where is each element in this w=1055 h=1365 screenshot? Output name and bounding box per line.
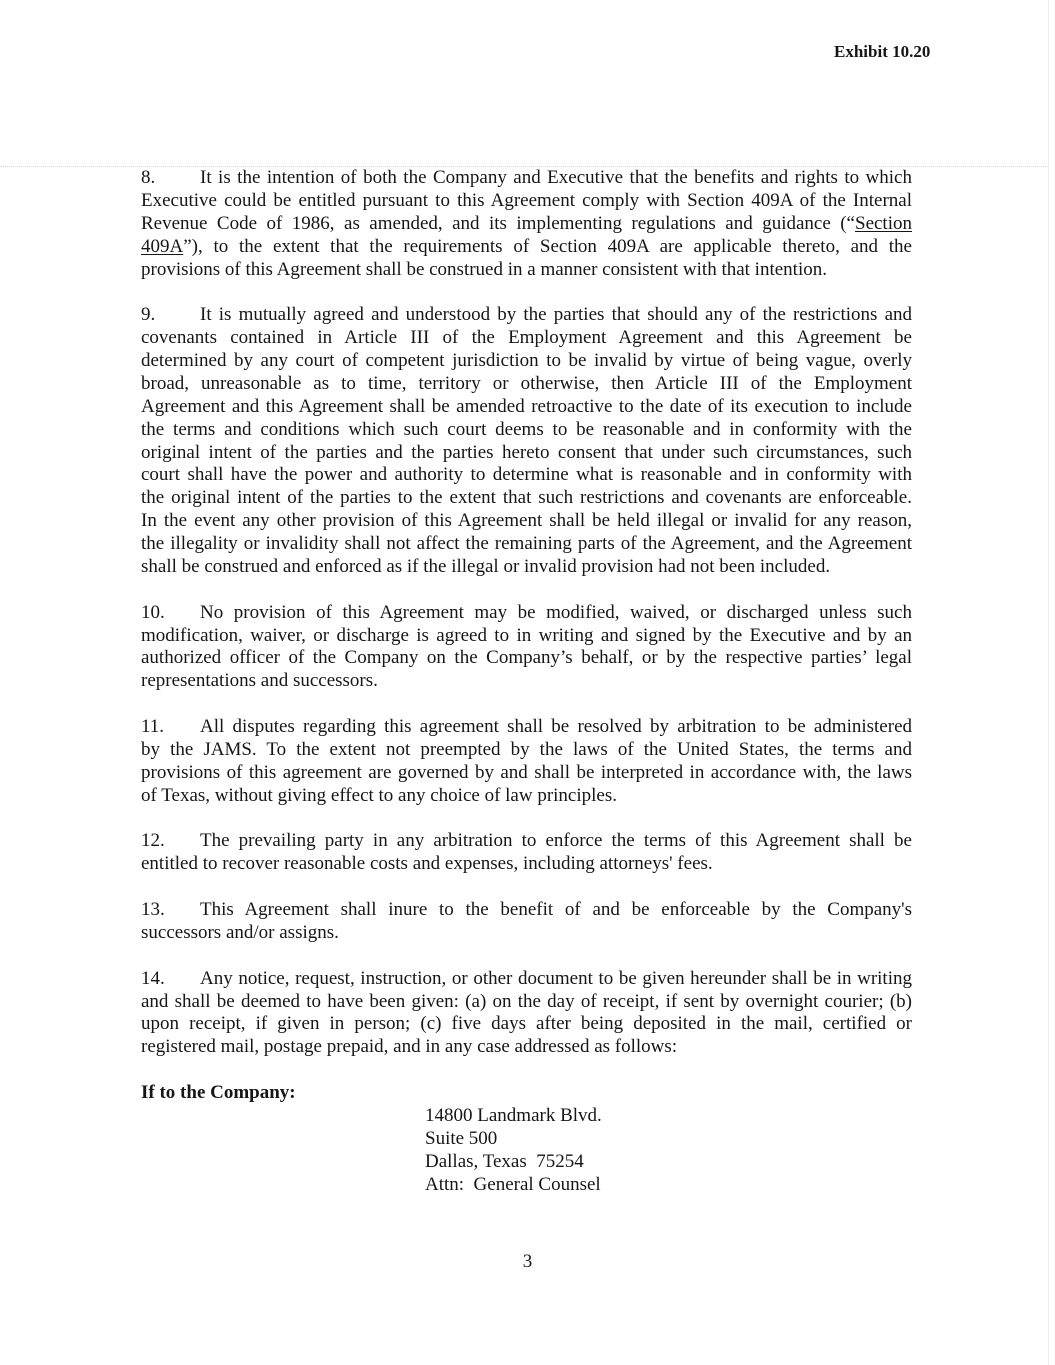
para-9-line-10: In the event any other provision of this Agreement shall be held illegal or invalid for any reason, [141, 510, 912, 532]
address-line-suite: Suite 500 [425, 1127, 498, 1149]
para-12-line-2: entitled to recover reasonable costs and expenses, including attorneys' fees. [141, 853, 713, 875]
para-10-line-1-text: No provision of this Agreement may be modified, waived, or discharged unless such [200, 601, 912, 623]
para-9-line-6: the terms and conditions which such court deems to be reasonable and in conformity with the [141, 418, 912, 440]
para-14-line-4: registered mail, postage prepaid, and in any case addressed as follows: [141, 1036, 678, 1058]
para-9-line-1 [141, 304, 912, 327]
para-14-number: 14. [141, 967, 165, 989]
para-14-line-1 [141, 968, 912, 991]
paragraph-13 [141, 899, 912, 945]
para-8-number: 8. [141, 167, 156, 188]
para-8-line-3-text: Revenue Code of 1986, as amended, and its implementing regulations and guidance (“ [141, 212, 855, 234]
paragraph-11 [141, 716, 912, 808]
para-11-line-1-text: All disputes regarding this agreement shall be resolved by arbitration to be administered [200, 716, 912, 737]
para-10-line-4: representations and successors. [141, 670, 378, 692]
para-13-line-1-text: This Agreement shall inure to the benefit of and be enforceable by the Company's [200, 899, 912, 920]
para-8-line-3 [141, 213, 912, 236]
para-11-line-2: by the JAMS. To the extent not preempted by the laws of the United States, the terms and [141, 738, 912, 760]
para-14-line-3: upon receipt, if given in person; (c) five days after being deposited in the mail, certified or [141, 1013, 912, 1035]
para-14-line-1-text: Any notice, request, instruction, or other document to be given hereunder shall be in writing [200, 967, 912, 989]
para-13-number: 13. [141, 899, 165, 920]
para-8-line-2: Executive could be entitled pursuant to this Agreement comply with Section 409A of the Internal [141, 189, 912, 211]
para-8-line-1-text: It is the intention of both the Company and Executive that the benefits and rights to which [200, 167, 912, 188]
paragraph-12 [141, 830, 912, 876]
para-9-line-12: shall be construed and enforced as if the illegal or invalid provision had not been included. [141, 555, 831, 577]
para-9-line-9: the original intent of the parties to the extent that such restrictions and covenants are enforceable. [141, 487, 912, 509]
notice-heading: If to the Company: [141, 1082, 296, 1103]
para-9-line-4: broad, unreasonable as to time, territory or otherwise, then Article III of the Employment [141, 372, 912, 394]
para-9-line-3: determined by any court of competent jurisdiction to be invalid by virtue of being vague, overly [141, 350, 912, 371]
address-line-attn: Attn: General Counsel [425, 1173, 601, 1195]
scan-edge-line [1048, 0, 1049, 1365]
para-10-line-2: modification, waiver, or discharge is agreed to in writing and signed by the Executive and by an [141, 624, 912, 646]
paragraph-8 [141, 167, 912, 281]
paragraph-9 [141, 304, 912, 579]
para-9-line-8: court shall have the power and authority to determine what is reasonable and in conformity with [141, 464, 912, 486]
paragraph-10 [141, 602, 912, 694]
para-14-line-2: and shall be deemed to have been given: (a) on the day of receipt, if sent by overnight courier; (b) [141, 990, 912, 1012]
address-line-city: Dallas, Texas 75254 [425, 1150, 584, 1172]
para-8-line-4 [141, 236, 912, 259]
para-8-line-4-text: ”), to the extent that the requirements of Section 409A are applicable thereto, and the [183, 235, 912, 257]
para-8-line-1 [141, 167, 912, 190]
address-line-street: 14800 Landmark Blvd. [425, 1104, 602, 1126]
para-10-number: 10. [141, 601, 165, 623]
para-12-number: 12. [141, 830, 165, 852]
para-9-line-7: original intent of the parties and the parties hereto consent that under such circumstances, such [141, 441, 912, 463]
para-13-line-2: successors and/or assigns. [141, 921, 339, 943]
paragraph-14 [141, 968, 912, 1060]
page-number: 3 [522, 1251, 533, 1272]
defined-term-section: Section [855, 212, 912, 234]
para-12-line-1-text: The prevailing party in any arbitration to enforce the terms of this Agreement shall be [200, 830, 912, 852]
para-9-line-5: Agreement and this Agreement shall be amended retroactive to the date of its execution to include [141, 395, 912, 417]
document-body [141, 167, 912, 1196]
para-13-line-1 [141, 899, 912, 922]
company-address [141, 1105, 912, 1197]
para-9-number: 9. [141, 304, 156, 326]
exhibit-label: Exhibit 10.20 [834, 42, 931, 61]
para-11-line-4: of Texas, without giving effect to any choice of law principles. [141, 784, 618, 806]
para-9-line-11: the illegality or invalidity shall not affect the remaining parts of the Agreement, and the Agreement [141, 533, 912, 554]
para-12-line-1 [141, 830, 912, 853]
para-10-line-3: authorized officer of the Company on the Company’s behalf, or by the respective parties’ legal [141, 647, 912, 669]
para-11-line-1 [141, 716, 912, 739]
para-8-line-5: provisions of this Agreement shall be construed in a manner consistent with that intention. [141, 258, 827, 280]
para-9-line-1-text: It is mutually agreed and understood by the parties that should any of the restrictions and [200, 304, 912, 326]
para-9-line-2: covenants contained in Article III of the Employment Agreement and this Agreement be [141, 327, 912, 349]
para-10-line-1 [141, 602, 912, 625]
para-11-line-3: provisions of this agreement are governed by and shall be interpreted in accordance with, the laws [141, 761, 912, 783]
defined-term-409a: 409A [141, 235, 184, 257]
para-11-number: 11. [141, 716, 165, 737]
